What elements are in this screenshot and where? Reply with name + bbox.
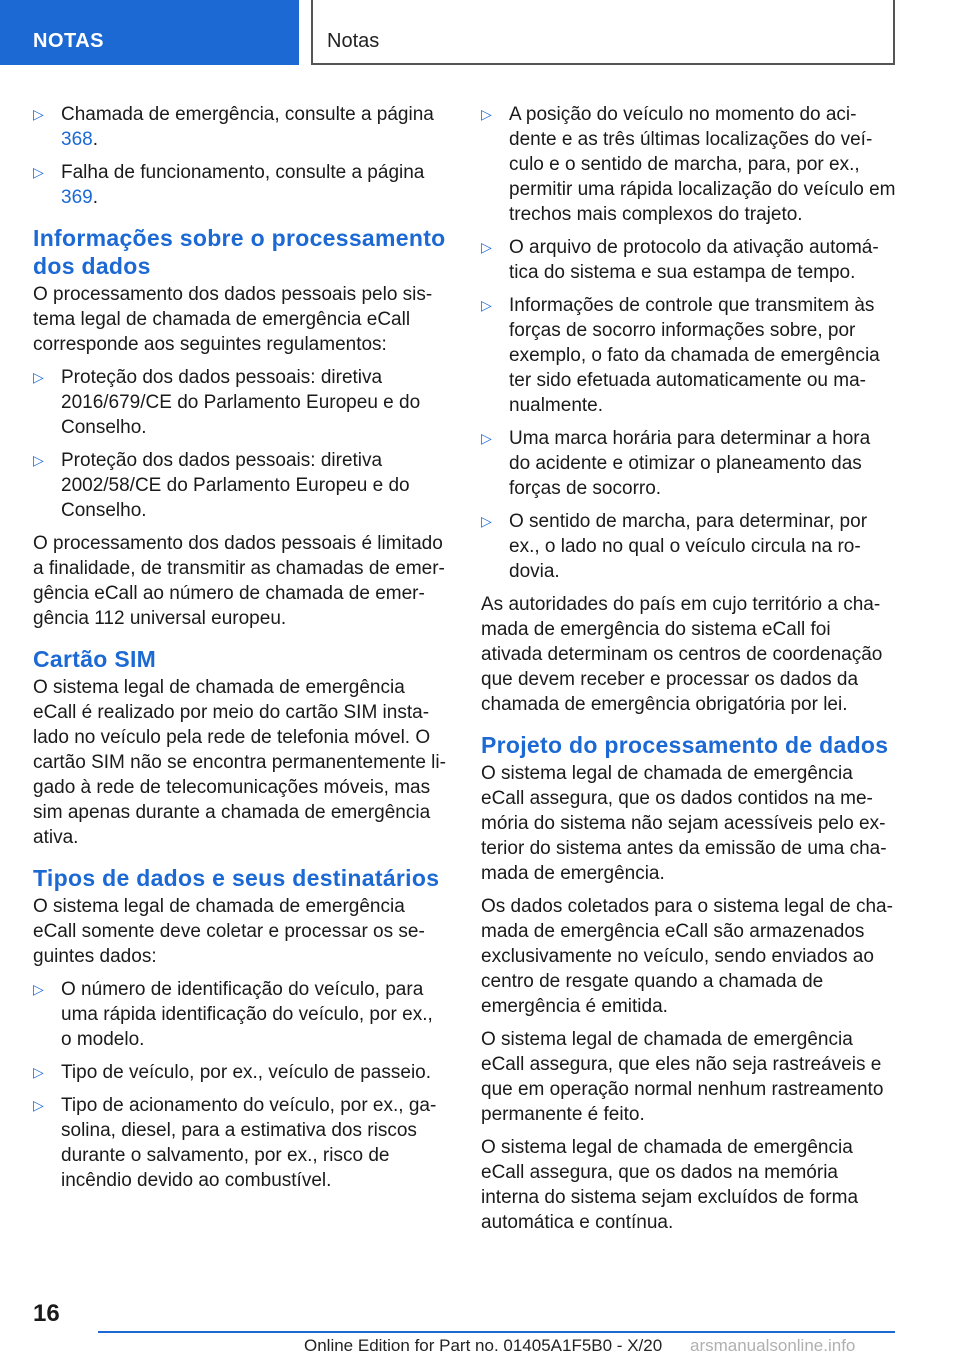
triangle-bullet-icon: ▷	[481, 106, 492, 122]
paragraph: As autoridades do país em cujo território a chamada de emergência do sistema eCall foi ativada determinam os centros de coordenação que devem receber e processar os dados da chamada de emergência obrigatória por lei.	[481, 594, 883, 715]
triangle-bullet-icon: ▷	[33, 981, 44, 997]
paragraph: O processamento dos dados pessoais pelo sistema legal de chamada de emergência eCall corresponde aos seguintes regulamentos:	[33, 284, 433, 355]
list-item-text: Proteção dos dados pessoais: diretiva 2016/679/CE do Parlamento Europeu e do Conselho.	[61, 367, 421, 438]
section-heading: Tipos de dados e seus destinatários	[33, 865, 440, 891]
footer-divider	[98, 1331, 895, 1333]
list-item-text: Proteção dos dados pessoais: diretiva 2002/58/CE do Parlamento Europeu e do Conselho.	[61, 450, 410, 521]
triangle-bullet-icon: ▷	[481, 239, 492, 255]
list-item	[33, 1060, 448, 1085]
paragraph: O processamento dos dados pessoais é limitado a finalidade, de transmitir as chamadas de emergência eCall ao número de chamada de emergência 112 universal europeu.	[33, 533, 445, 629]
list-item	[481, 509, 896, 584]
list-item-text: Falha de funcionamento, consulte a página	[61, 162, 425, 183]
list-item	[33, 160, 448, 210]
section-heading: Projeto do processamento de dados	[481, 732, 889, 758]
triangle-bullet-icon: ▷	[33, 1064, 44, 1080]
page-title: Notas	[311, 0, 895, 65]
section-tab: NOTAS	[0, 0, 299, 65]
paragraph: Os dados coletados para o sistema legal de chamada de emergência eCall são armazenados exclusivamente no veículo, sendo enviados ao centro de resgate quando a chamada de emergência é emitida.	[481, 896, 893, 1017]
list-item-text: A posição do veículo no momento do acidente e as três últimas localizações do veículo e o sentido de marcha, para, por ex., permitir uma rápida localização do veículo em trechos mais complexos do trajeto.	[509, 104, 896, 225]
triangle-bullet-icon: ▷	[33, 1097, 44, 1113]
page-number: 16	[33, 1300, 60, 1327]
section-heading: Informações sobre o processamento dos dados	[33, 225, 446, 279]
list-item-text: Tipo de acionamento do veículo, por ex., gasolina, diesel, para a estimativa dos riscos durante o salvamento, por ex., risco de incêndio devido ao combustível.	[61, 1095, 437, 1191]
list-item-text: O número de identificação do veículo, para uma rápida identificação do veículo, por ex., o modelo.	[61, 979, 433, 1050]
triangle-bullet-icon: ▷	[481, 430, 492, 446]
list-item-suffix: .	[92, 187, 98, 208]
paragraph: O sistema legal de chamada de emergência eCall assegura, que os dados na memória interna do sistema sejam excluídos de forma automática e contínua.	[481, 1137, 859, 1233]
list-item	[33, 102, 448, 152]
triangle-bullet-icon: ▷	[33, 369, 44, 385]
list-item-text: Tipo de veículo, por ex., veículo de passeio.	[61, 1062, 432, 1083]
watermark: arsmanualsonline.info	[690, 1336, 856, 1355]
paragraph: O sistema legal de chamada de emergência eCall é realizado por meio do cartão SIM instalado no veículo pela rede de telefonia móvel. O cartão SIM não se encontra permanentemente ligado à rede de telecomunicações móveis, mas sim apenas durante a chamada de emergência ativa.	[33, 677, 446, 848]
list-item	[481, 235, 896, 285]
triangle-bullet-icon: ▷	[33, 452, 44, 468]
page-link[interactable]: 369	[61, 187, 93, 208]
right-column	[481, 102, 896, 1243]
page-link[interactable]: 368	[61, 129, 93, 150]
edition-text: Online Edition for Part no. 01405A1F5B0 - X/20	[304, 1336, 663, 1355]
list-item	[33, 365, 448, 440]
section-heading: Cartão SIM	[33, 646, 157, 672]
list-item-text: Chamada de emergência, consulte a página	[61, 104, 434, 125]
triangle-bullet-icon: ▷	[481, 513, 492, 529]
list-item	[481, 293, 896, 418]
paragraph: O sistema legal de chamada de emergência eCall somente deve coletar e processar os seguintes dados:	[33, 896, 425, 967]
paragraph: O sistema legal de chamada de emergência eCall assegura, que os dados contidos na memória do sistema não sejam acessíveis pelo exterior do sistema antes da emissão de uma chamada de emergência.	[481, 763, 887, 884]
list-item	[481, 426, 896, 501]
left-column	[33, 102, 448, 1201]
list-item-text: Uma marca horária para determinar a hora do acidente e otimizar o planeamento das forças de socorro.	[509, 428, 871, 499]
list-item-suffix: .	[92, 129, 98, 150]
list-item-text: Informações de controle que transmitem às forças de socorro informações sobre, por exemplo, o fato da chamada de emergência ter sido efetuada automaticamente ou manualmente.	[509, 295, 880, 416]
triangle-bullet-icon: ▷	[33, 164, 44, 180]
triangle-bullet-icon: ▷	[33, 106, 44, 122]
list-item	[33, 977, 448, 1052]
list-item-text: O arquivo de protocolo da ativação automática do sistema e sua estampa de tempo.	[509, 237, 879, 283]
paragraph: O sistema legal de chamada de emergência eCall assegura, que eles não seja rastreáveis e que em operação normal nenhum rastreamento permanente é feito.	[481, 1029, 884, 1125]
list-item-text: O sentido de marcha, para determinar, por ex., o lado no qual o veículo circula na rodovia.	[509, 511, 868, 582]
triangle-bullet-icon: ▷	[481, 297, 492, 313]
list-item	[481, 102, 896, 227]
list-item	[33, 448, 448, 523]
list-item	[33, 1093, 448, 1193]
